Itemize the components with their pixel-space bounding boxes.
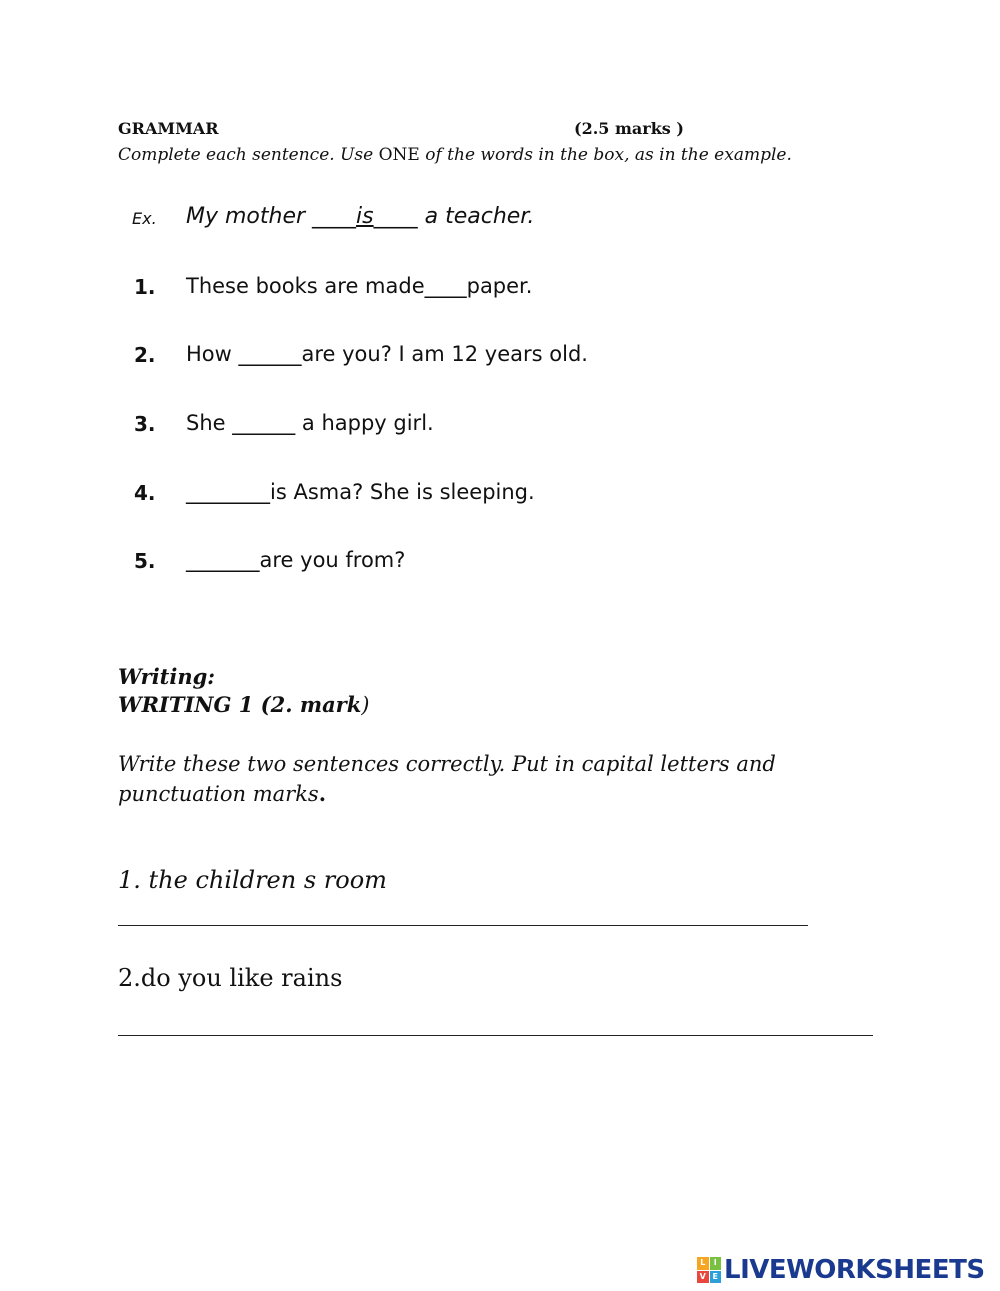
answer-line[interactable]	[118, 1035, 873, 1036]
writing-section-title-paren: )	[361, 693, 370, 717]
writing-instructions-end: .	[318, 781, 327, 806]
question-number: 1.	[134, 275, 156, 299]
liveworksheets-logo	[697, 1255, 985, 1285]
question-number: 4.	[134, 481, 156, 505]
grammar-title: GRAMMAR	[118, 119, 219, 138]
writing-sentence: 1. the children s room	[118, 866, 387, 894]
question-text: ________is Asma? She is sleeping.	[186, 480, 535, 504]
writing-heading: Writing:	[118, 664, 216, 689]
grammar-marks: (2.5 marks )	[574, 119, 684, 138]
question-text: These books are made____paper.	[186, 274, 533, 298]
logo-mark-letter: E	[710, 1271, 722, 1284]
question-text: _______are you from?	[186, 548, 406, 572]
writing-section-title-text: WRITING 1 (2. mark	[118, 692, 362, 717]
question-number: 5.	[134, 549, 156, 573]
question-text: How ______are you? I am 12 years old.	[186, 342, 588, 366]
example-sentence	[186, 204, 534, 229]
grammar-instructions-part2: of the words in the box, as in the example.	[419, 145, 792, 165]
logo-mark-letter: L	[697, 1257, 709, 1270]
answer-line[interactable]	[118, 925, 808, 926]
writing-instructions-text: Write these two sentences correctly. Put in capital letters and punctuation marks	[118, 752, 776, 806]
writing-section-title	[118, 692, 370, 717]
example-label: Ex.	[132, 209, 157, 228]
grammar-instructions	[118, 145, 792, 165]
grammar-instructions-part1: Complete each sentence. Use	[118, 145, 379, 165]
writing-sentence: 2.do you like rains	[118, 964, 343, 992]
logo-mark-letter: V	[697, 1271, 709, 1284]
grammar-instructions-emphasis: ONE	[378, 145, 420, 165]
example-after: ____ a teacher.	[373, 204, 535, 229]
question-number: 3.	[134, 412, 156, 436]
question-number: 2.	[134, 343, 156, 367]
logo-text: LIVEWORKSHEETS	[724, 1255, 985, 1285]
writing-instructions	[118, 750, 838, 809]
logo-mark-icon	[697, 1257, 721, 1283]
example-answer: is	[356, 204, 374, 229]
example-before: My mother ____	[186, 204, 357, 229]
question-text: She ______ a happy girl.	[186, 411, 434, 435]
logo-mark-letter: I	[710, 1257, 722, 1270]
